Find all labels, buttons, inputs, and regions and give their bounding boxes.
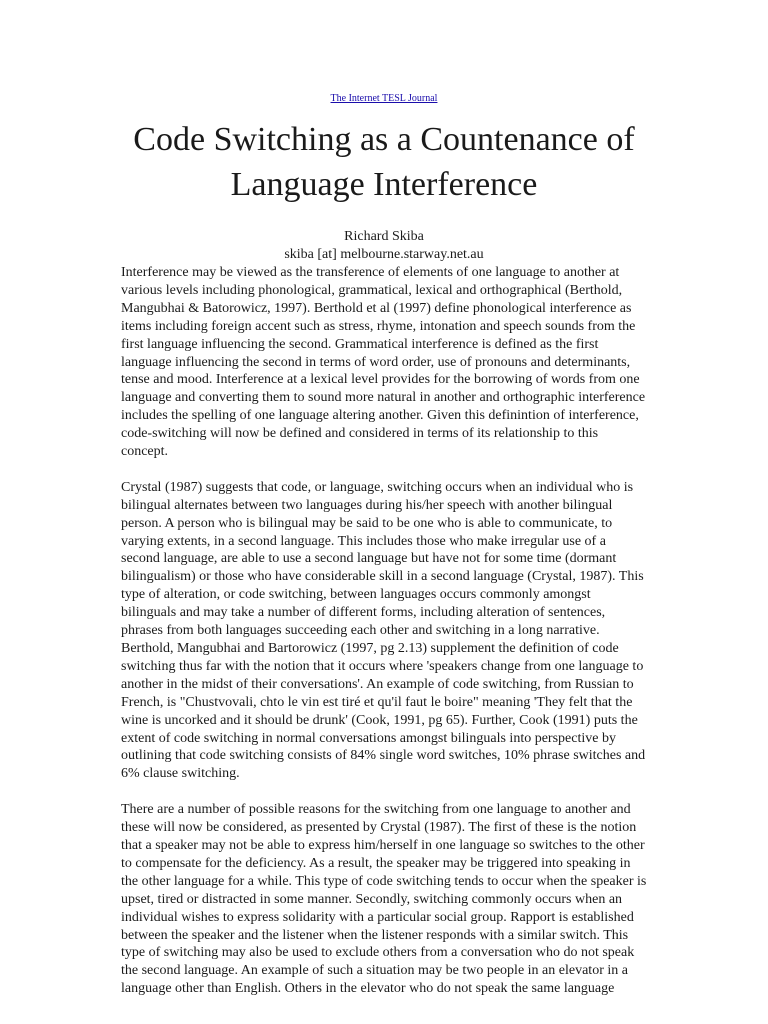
paragraph: Crystal (1987) suggests that code, or language, switching occurs when an individual who is bilingual alternates between two languages during his/her speech with another bilingual person. A person who is bilingual may be said to be one who is able to communicate, to varying extents, in a second language. This includes those who make irregular use of a second language, are able to use a second language but have not for some time (dormant bilingualism) or those who have considerable skill in a second language (Crystal, 1987). This type of alteration, or code switching, between languages occurs commonly amongst bilinguals and may take a number of different forms, including alteration of sentences, phrases from both languages succeeding each other and switching in a long narrative. Berthold, Mangubhai and Bartorowicz (1997, pg 2.13) supplement the definition of code switching thus far with the notion that it occurs where 'speakers change from one language to another in the midst of their conversations'. An example of code switching, from Russian to French, is "Chustvovali, chto le vin est tiré et qu'il faut le boire" meaning 'They felt that the wine is uncorked and it should be drunk' (Cook, 1991, pg 65). Further, Cook (1991) puts the extent of code switching in normal conversations amongst bilinguals into perspective by outlining that code switching consists of 84% single word switches, 10% phrase switches and 6% clause switching. [121,479,646,782]
journal-link[interactable]: The Internet TESL Journal [330,93,438,104]
article-body [121,264,647,998]
article-title [121,117,647,207]
author-email: skiba [at] melbourne.starway.net.au [284,247,484,262]
title-line-1: Code Switching as a Countenance of [133,121,635,158]
paragraph: There are a number of possible reasons for the switching from one language to another and these will now be considered, as presented by Crystal (1987). The first of these is the notion that a speaker may not be able to express him/herself in one language so switches to the other to compensate for the deficiency. As a result, the speaker may be triggered into speaking in the other language for a while. This type of code switching tends to occur when the speaker is upset, tired or distracted in some manner. Secondly, switching commonly occurs when an individual wishes to express solidarity with a particular social group. Rapport is established between the speaker and the listener when the listener responds with a similar switch. This type of switching may also be used to exclude others from a conversation who do not speak the second language. An example of such a situation may be two people in an elevator in a language other than English. Others in the elevator who do not speak the same language [121,802,647,997]
paragraph: Interference may be viewed as the transference of elements of one language to another at various levels including phonological, grammatical, lexical and orthographical (Berthold, Mangubhai & Batorowicz, 1997). Berthold et al (1997) define phonological interference as items including foreign accent such as stress, rhyme, intonation and speech sounds from the first language influencing the second. Grammatical interference is defined as the first language influencing the second in terms of word order, use of pronouns and determinants, tense and mood. Interference at a lexical level provides for the borrowing of words from one language and converting them to sound more natural in another and orthographic interference includes the spelling of one language altering another. Given this definintion of interference, code-switching will now be defined and considered in terms of its relationship to this concept. [121,265,646,460]
author-name: Richard Skiba [344,229,424,244]
title-line-2: Language Interference [230,166,538,203]
article [121,0,647,1016]
